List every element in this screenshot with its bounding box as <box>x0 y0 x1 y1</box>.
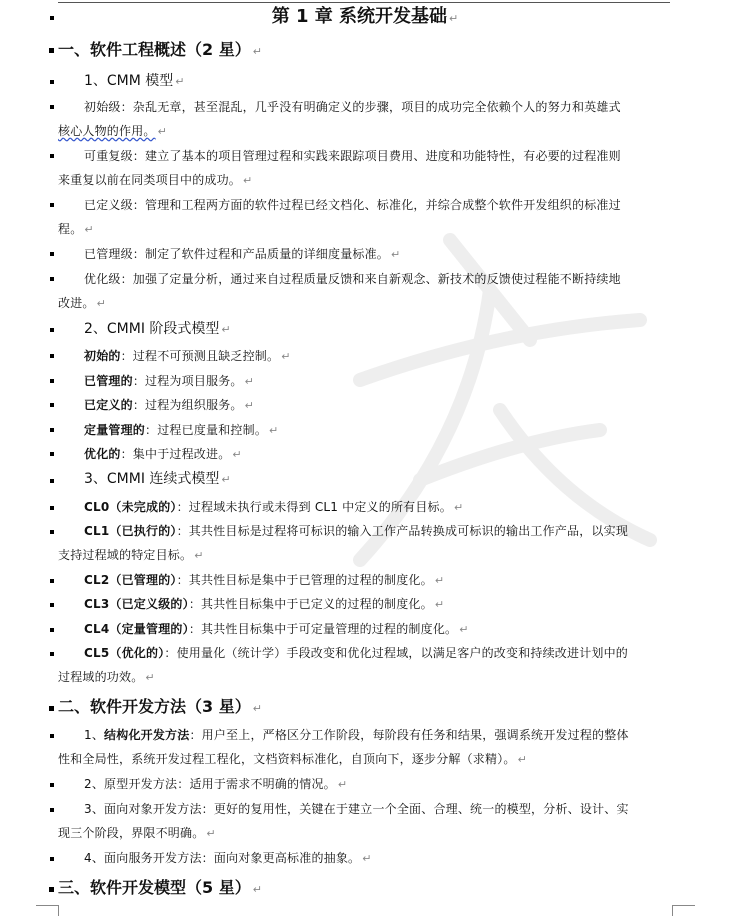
bullet <box>50 506 54 510</box>
continuous-item-cont: 支持过程域的特定目标。 ↵ <box>58 548 204 562</box>
staged-item: 已管理的：过程为项目服务。 ↵ <box>84 374 255 388</box>
bullet <box>50 628 54 632</box>
page-top-rule <box>58 2 670 3</box>
bullet <box>50 203 54 207</box>
chapter-title: 第 1 章 系统开发基础 ↵ <box>271 6 459 27</box>
cmm-level-defined: 已定义级：管理和工程两方面的软件过程已经文档化、标准化，并综合成整个软件开发组织的标准过 <box>84 198 621 212</box>
bullet <box>50 354 54 358</box>
bullet <box>50 479 54 483</box>
bullet <box>50 328 54 332</box>
continuous-item: CL0（未完成的）：过程域未执行或未得到 CL1 中定义的所有目标。 ↵ <box>84 500 464 514</box>
subsection-cmmi-continuous: 3、CMMI 连续式模型 ↵ <box>84 471 231 487</box>
bullet <box>50 579 54 583</box>
staged-item: 初始的：过程不可预测且缺乏控制。 ↵ <box>84 349 291 363</box>
bullet <box>50 403 54 407</box>
bullet <box>50 857 54 861</box>
bullet <box>50 652 54 656</box>
method-item: 2、原型开发方法：适用于需求不明确的情况。 ↵ <box>84 777 348 791</box>
method-item: 1、结构化开发方法：用户至上，严格区分工作阶段，每阶段有任务和结果，强调系统开发过程的整体 <box>84 728 629 742</box>
bullet <box>50 734 54 738</box>
section-heading-2: 二、软件开发方法（3 星） ↵ <box>58 697 262 716</box>
bullet <box>50 452 54 456</box>
bullet <box>49 48 54 53</box>
bullet <box>50 105 54 109</box>
bullet <box>50 277 54 281</box>
method-item: 3、面向对象开发方法：更好的复用性，关键在于建立一个全面、合理、统一的模型，分析、设计、实 <box>84 802 629 816</box>
continuous-item: CL1（已执行的）：其共性目标是过程将可标识的输入工作产品转换成可标识的输出工作产品，以实现 <box>84 524 629 538</box>
bullet <box>49 706 54 711</box>
continuous-item: CL3（已定义级的）：其共性目标集中于已定义的过程的制度化。 ↵ <box>84 597 445 611</box>
bullet <box>50 808 54 812</box>
continuous-item: CL2（已管理的）：其共性目标是集中于已管理的过程的制度化。 ↵ <box>84 573 445 587</box>
cmm-level-managed: 已管理级：制定了软件过程和产品质量的详细度量标准。 ↵ <box>84 247 401 261</box>
subsection-cmm: 1、CMM 模型 ↵ <box>84 73 185 89</box>
bullet <box>50 80 54 84</box>
cmm-level-optimizing-cont: 改进。 ↵ <box>58 296 107 310</box>
cmm-level-repeatable: 可重复级：建立了基本的项目管理过程和实践来跟踪项目费用、进度和功能特性，有必要的过程准则 <box>84 149 621 163</box>
section-heading-3: 三、软件开发模型（5 星） ↵ <box>58 878 262 897</box>
bullet <box>49 887 54 892</box>
continuous-item: CL4（定量管理的）：其共性目标集中于可定量管理的过程的制度化。 ↵ <box>84 622 469 636</box>
method-item-cont: 性和全局性，系统开发过程工程化，文档资料标准化，自顶向下，逐步分解（求精）。 ↵ <box>58 752 528 766</box>
staged-item: 优化的：集中于过程改进。 ↵ <box>84 447 242 461</box>
page-corner-mark-right <box>672 905 695 916</box>
page-corner-mark-left <box>36 905 59 916</box>
bullet <box>50 530 54 534</box>
cmm-level-defined-cont: 程。 ↵ <box>58 222 94 236</box>
bullet <box>50 603 54 607</box>
section-heading-1: 一、软件工程概述（2 星） ↵ <box>58 40 262 59</box>
bullet <box>50 428 54 432</box>
continuous-item-cont: 过程域的功效。 ↵ <box>58 670 155 684</box>
staged-item: 定量管理的：过程已度量和控制。 ↵ <box>84 423 279 437</box>
method-item: 4、面向服务开发方法：面向对象更高标准的抽象。 ↵ <box>84 851 372 865</box>
continuous-item: CL5（优化的）：使用量化（统计学）手段改变和优化过程域，以满足客户的改变和持续改进计划中的 <box>84 646 629 660</box>
bullet <box>50 252 54 256</box>
cmm-level-repeatable-cont: 来重复以前在同类项目中的成功。 ↵ <box>58 173 253 187</box>
staged-item: 已定义的：过程为组织服务。 ↵ <box>84 398 255 412</box>
method-item-cont: 现三个阶段，界限不明确。 ↵ <box>58 826 216 840</box>
cmm-level-optimizing: 优化级：加强了定量分析，通过来自过程质量反馈和来自新观念、新技术的反馈使过程能不断持续地 <box>84 272 621 286</box>
bullet <box>50 154 54 158</box>
cmm-level-initial-cont: 核心人物的作用。 ↵ <box>58 124 168 138</box>
cmm-level-initial: 初始级：杂乱无章，甚至混乱，几乎没有明确定义的步骤，项目的成功完全依赖个人的努力和英雄式 <box>84 100 621 114</box>
subsection-cmmi-staged: 2、CMMI 阶段式模型 ↵ <box>84 321 231 337</box>
bullet <box>50 783 54 787</box>
bullet <box>50 379 54 383</box>
